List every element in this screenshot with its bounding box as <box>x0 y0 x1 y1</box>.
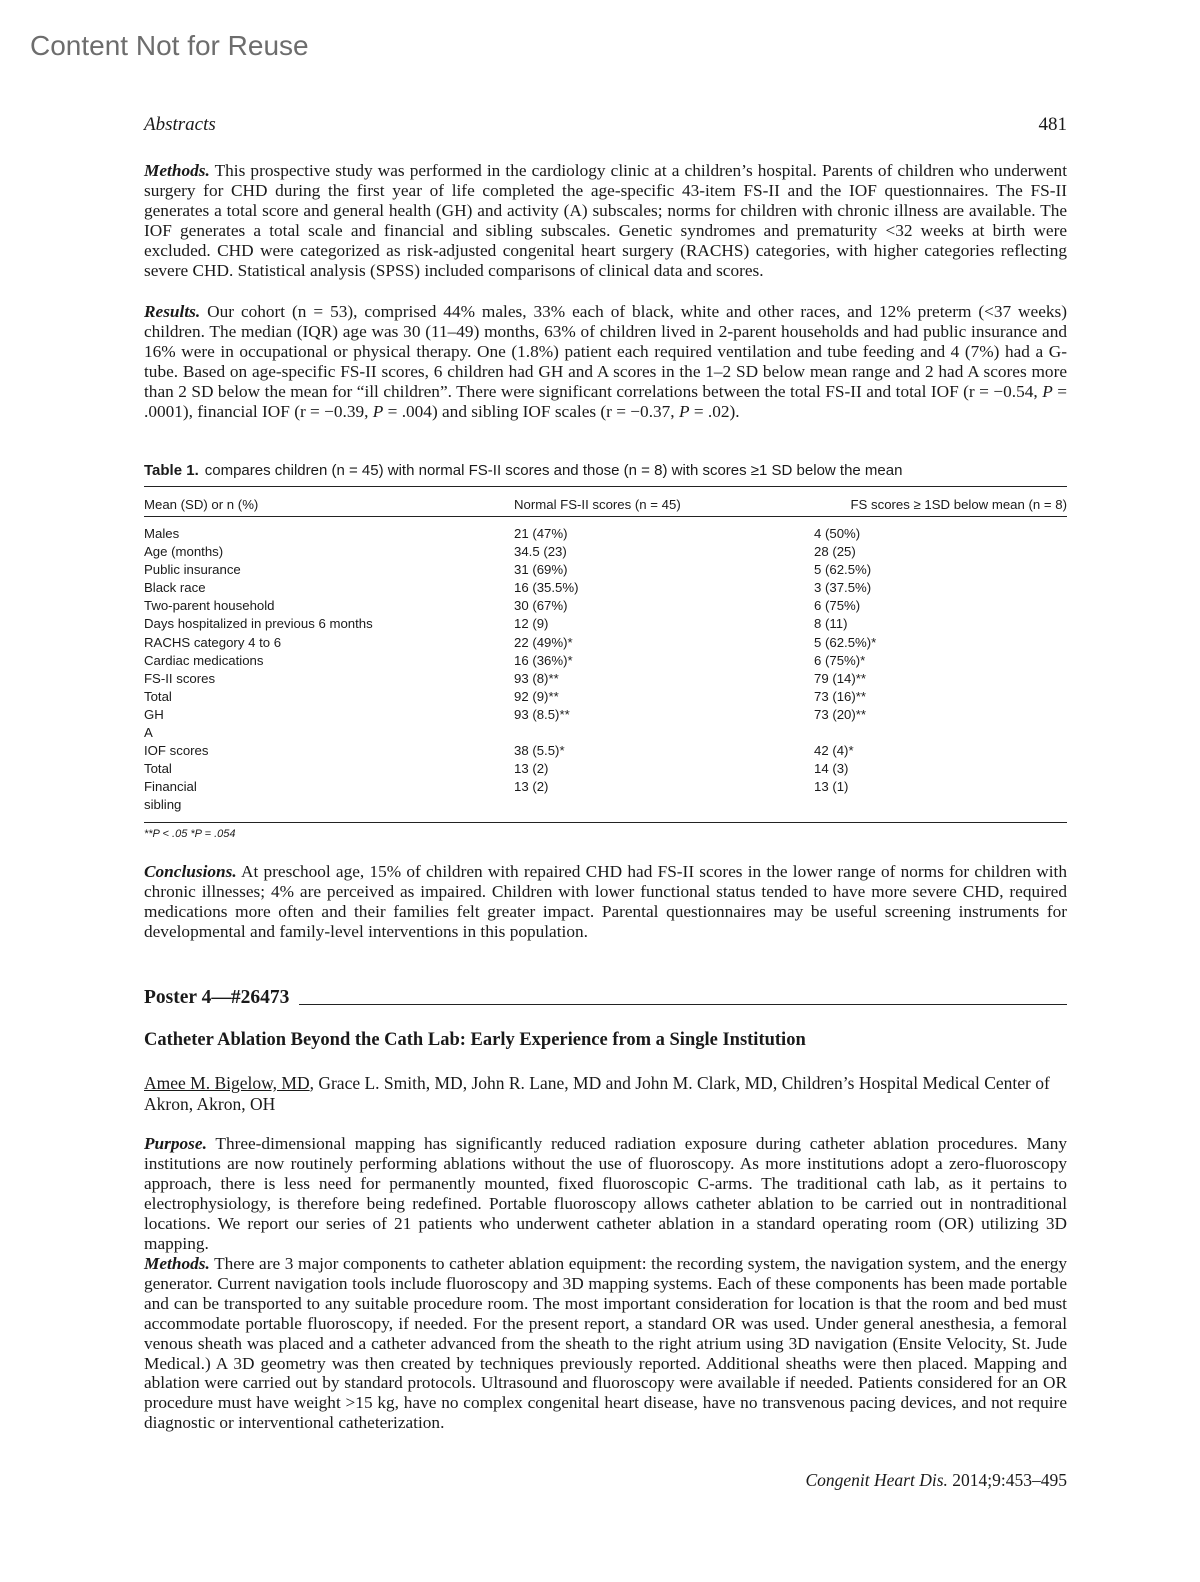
table-cell: RACHS category 4 to 6 <box>144 634 282 650</box>
methods-label: Methods. <box>144 161 210 180</box>
table-cell: Two-parent household <box>144 598 275 614</box>
table-cell: 13 (2) <box>514 761 549 777</box>
table-cell: 13 (1) <box>814 779 849 795</box>
poster-methods-label: Methods. <box>144 1254 210 1273</box>
table-cell: Black race <box>144 580 206 596</box>
citation-journal: Congenit Heart Dis. <box>805 1470 948 1490</box>
watermark: Content Not for Reuse <box>30 30 309 61</box>
table-cell: sibling <box>144 797 182 813</box>
table-row <box>144 525 1067 543</box>
table-cell: GH <box>144 706 164 722</box>
table-caption-text: compares children (n = 45) with normal FS-II scores and those (n = 8) with scores ≥1 SD below the mean <box>204 462 903 479</box>
table-body <box>144 525 1067 815</box>
purpose-label: Purpose. <box>144 1134 207 1153</box>
presenting-author: Amee M. Bigelow, MD <box>144 1073 310 1093</box>
table-cell: Total <box>144 761 172 777</box>
poster-heading-rule <box>299 1004 1067 1005</box>
conclusions-text: At preschool age, 15% of children with repaired CHD had FS-II scores in the lower range of norms for children with chronic illnesses; 4% are perceived as impaired. Children with lower functional status tended to have more severe CHD, required medications more often and their families felt greater impact. Parental questionnaires may be useful screening instruments for developmental and family-level interventions in this population. <box>144 862 1068 941</box>
table-cell: 38 (5.5)* <box>514 743 565 759</box>
conclusions-label: Conclusions. <box>144 862 237 881</box>
table-cell: 6 (75%)* <box>814 652 866 668</box>
results-p-3: P <box>678 401 690 421</box>
poster-methods-text: There are 3 major components to catheter ablation equipment: the recording system, the navigation system, and the energy generator. Current navigation tools include fluoroscopy and 3D mapping systems. Each of these components has been made portable and can be transported to any suitable procedure room. The most important consideration for location is that the room and bed must accommodate portable fluoroscopy, if needed. For the present report, a standard OR was used. Under general anesthesia, a femoral venous sheath was placed and a catheter advanced from the sheath to the right atrium using 3D navigation (Ensite Velocity, St. Jude Medical.) A 3D geometry was then created by techniques previously reported. Additional sheaths were then placed. Mapping and ablation were carried out by standard protocols. Ultrasound and fluoroscopy were available if needed. Patients considered for an OR procedure must have weight >15 kg, have no complex congenital heart disease, have no transvenous pacing devices, and not require diagnostic or interventional catheterization. <box>144 1254 1067 1433</box>
table-cell: Age (months) <box>144 544 224 560</box>
journal-citation <box>805 1470 1067 1491</box>
table-caption <box>144 462 1067 479</box>
table-cell: 79 (14)** <box>814 670 867 686</box>
table-cell: 3 (37.5%) <box>814 580 872 596</box>
poster-methods-paragraph <box>144 1254 1067 1433</box>
table-footnote: **P < .05 *P = .054 <box>144 828 236 840</box>
table-cell: FS-II scores <box>144 670 216 686</box>
table-cell: 5 (62.5%)* <box>814 634 877 650</box>
table-cell: 92 (9)** <box>514 688 559 704</box>
table-cell: 16 (36%)* <box>514 652 573 668</box>
table-row <box>144 634 1067 652</box>
results-text-3: = .004) and sibling IOF scales (r = −0.37, <box>383 401 679 421</box>
table-cell: Total <box>144 688 172 704</box>
table-row <box>144 778 1067 796</box>
table-row <box>144 670 1067 688</box>
conclusions-paragraph <box>144 862 1067 942</box>
table-cell: 5 (62.5%) <box>814 562 872 578</box>
table-cell: 93 (8.5)** <box>514 706 570 722</box>
table-header-rule <box>144 516 1067 517</box>
table-cell: Financial <box>144 779 197 795</box>
table-header-cell: Normal FS-II scores (n = 45) <box>514 497 681 512</box>
table-cell: A <box>144 725 153 741</box>
purpose-paragraph <box>144 1134 1067 1253</box>
results-p-2: P <box>372 401 384 421</box>
table-cell: 16 (35.5%) <box>514 580 579 596</box>
table-cell: Public insurance <box>144 562 241 578</box>
results-text-1: Our cohort (n = 53), comprised 44% males, 33% each of black, white and other races, and 12% preterm (<37 weeks) children. The median (IQR) age was 30 (11–49) months, 63% of children lived in 2-parent households and had public insurance and 16% were in occupational or physical therapy. One (1.8%) patient each required ventilation and tube feeding and 4 (7%) had a G-tube. Based on age-specific FS-II scores, 6 children had GH and A scores in the 1–2 SD below mean range and 2 had A scores more than 2 SD below the mean for “ill children”. There were significant correlations between the total FS-II and total IOF (r = −0.54, <box>144 302 1068 401</box>
methods-text: This prospective study was performed in the cardiology clinic at a children’s hospital. Parents of children who underwent surgery for CHD during the first year of life completed the age-specific 43-item FS-II and the IOF questionnaires. The FS-II generates a total score and general health (GH) and activity (A) subscales; norms for children with chronic illness are available. The IOF generates a total scale and financial and sibling subscales. Genetic syndromes and prematurity <32 weeks at birth were excluded. CHD were categorized as risk-adjusted congenital heart surgery (RACHS) categories, with higher categories reflecting severe CHD. Statistical analysis (SPSS) included comparisons of clinical data and scores. <box>144 161 1068 280</box>
table-row <box>144 796 1067 814</box>
running-head <box>144 114 1067 136</box>
methods-paragraph <box>144 161 1067 280</box>
poster-number: Poster 4—#26473 <box>144 987 290 1008</box>
table-label: Table 1. <box>144 462 199 479</box>
table-header-cell: FS scores ≥ 1SD below mean (n = 8) <box>850 497 1067 512</box>
table-row <box>144 543 1067 561</box>
table-bottom-rule <box>144 822 1067 823</box>
author-list <box>144 1073 1067 1114</box>
table-row <box>144 579 1067 597</box>
table-row <box>144 706 1067 724</box>
table-row <box>144 688 1067 706</box>
results-text-2: = .0001), financial IOF (r = −0.39, <box>144 381 1067 421</box>
table-cell: 42 (4)* <box>814 743 854 759</box>
table-cell: 28 (25) <box>814 544 856 560</box>
table-cell: 31 (69%) <box>514 562 568 578</box>
poster-heading <box>144 987 1067 1009</box>
results-paragraph <box>144 302 1067 421</box>
table-cell: 30 (67%) <box>514 598 568 614</box>
purpose-text: Three-dimensional mapping has significantly reduced radiation exposure during catheter ablation procedures. Many institutions are now routinely performing ablations without the use of fluoroscopy. As more institutions adopt a zero-fluoroscopy approach, there is less need for permanently mounted, fixed fluoroscopic C-arms. The traditional cath lab, as it pertains to electrophysiology, is therefore being redefined. Portable fluoroscopy allows catheter ablation to be carried out in nontraditional locations. We report our series of 21 patients who underwent catheter ablation in a standard operating room (OR) utilizing 3D mapping. <box>144 1134 1067 1253</box>
table-cell: IOF scores <box>144 743 209 759</box>
table-cell: 12 (9) <box>514 616 549 632</box>
table-header-cell: Mean (SD) or n (%) <box>144 497 259 512</box>
table-cell: 93 (8)** <box>514 670 559 686</box>
table-row <box>144 760 1067 778</box>
results-text-4: = .02). <box>689 401 740 421</box>
table-cell: 21 (47%) <box>514 526 568 541</box>
table-cell: 4 (50%) <box>814 526 861 541</box>
table-cell: Days hospitalized in previous 6 months <box>144 616 373 632</box>
table-cell: 22 (49%)* <box>514 634 573 650</box>
table-cell: 14 (3) <box>814 761 849 777</box>
table-row <box>144 742 1067 760</box>
table-top-rule <box>144 486 1067 487</box>
results-label: Results. <box>144 302 201 321</box>
table-row <box>144 597 1067 615</box>
citation-ref: 2014;9:453–495 <box>947 1470 1067 1490</box>
coauthors-affiliation: , Grace L. Smith, MD, John R. Lane, MD and John M. Clark, MD, Children’s Hospital Medical Center of Akron, Akron, OH <box>144 1073 1050 1114</box>
table-row <box>144 724 1067 742</box>
page-number: 481 <box>1038 114 1067 135</box>
results-p-1: P <box>1042 381 1053 401</box>
table-header-row <box>144 496 1067 514</box>
table-cell: 8 (11) <box>814 616 848 632</box>
table-cell: 13 (2) <box>514 779 549 795</box>
article-title: Catheter Ablation Beyond the Cath Lab: Early Experience from a Single Institution <box>144 1030 806 1050</box>
table-row <box>144 652 1067 670</box>
table-cell: Cardiac medications <box>144 652 264 668</box>
table-cell: 6 (75%) <box>814 598 861 614</box>
table-row <box>144 615 1067 633</box>
table-cell: 73 (20)** <box>814 706 867 722</box>
table-row <box>144 561 1067 579</box>
table-cell: Males <box>144 526 180 541</box>
running-head-journal: Abstracts <box>144 114 216 135</box>
table-cell: 73 (16)** <box>814 688 867 704</box>
table-cell: 34.5 (23) <box>514 544 567 560</box>
